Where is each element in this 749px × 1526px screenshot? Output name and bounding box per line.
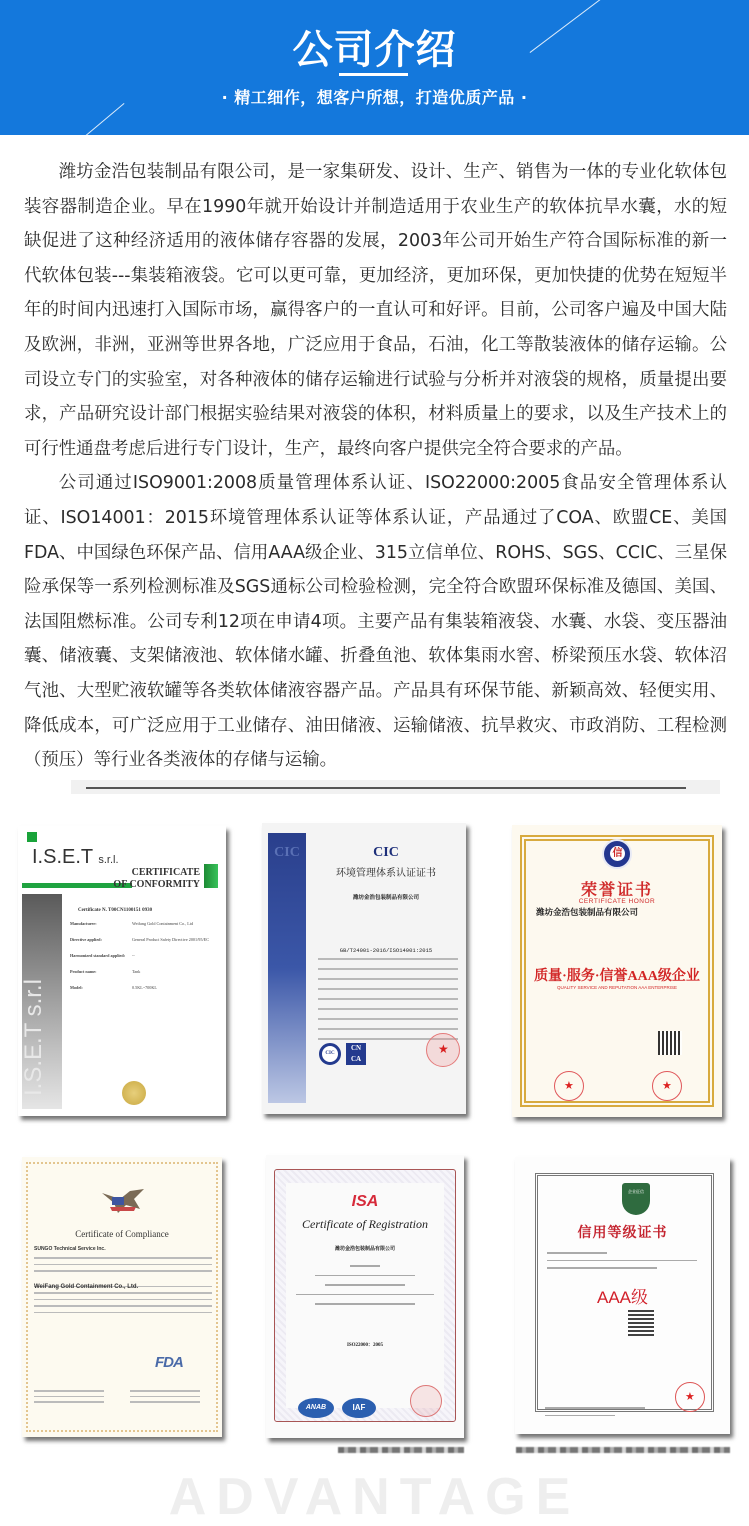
field-value: Weifang Gold Containment Co., Ltd (132, 921, 194, 926)
red-stamp-icon: ★ (675, 1382, 705, 1412)
blurred-caption-strip (516, 1447, 730, 1453)
certificate-compliance-fda (22, 1157, 222, 1437)
cert-headline-en: QUALITY SERVICE AND REPUTATION AAA ENTERPRISE (557, 985, 677, 990)
gold-seal-icon (122, 1081, 146, 1105)
cert-fields (70, 921, 220, 1001)
company-intro (24, 155, 727, 778)
cert-field (70, 985, 220, 990)
qr-code-icon (628, 1310, 654, 1336)
cert-field (70, 953, 220, 958)
iaf-logo: IAF (342, 1398, 376, 1418)
fda-logo: FDA (155, 1354, 183, 1371)
field-value: 0.5KL~700KL (132, 985, 157, 990)
certificate-isa-registration (266, 1155, 464, 1438)
cert-subtitle: CERTIFICATE HONOR (578, 898, 656, 905)
band-text: CIC (274, 845, 300, 860)
brand-name: I.S.E.T (32, 846, 93, 868)
cert-field (70, 937, 220, 942)
green-square-icon (27, 832, 37, 842)
cert-title: Certificate of Compliance (75, 1229, 169, 1239)
signature-block (130, 1390, 200, 1407)
red-stamp-icon: ★ (554, 1071, 584, 1101)
field-label: Directive applied: (70, 937, 102, 942)
field-value: -- (132, 953, 135, 958)
field-value: Tank (132, 969, 141, 974)
cert-footer-lines (545, 1407, 645, 1422)
emblem-icon: 信 (602, 839, 632, 869)
cert-title-line2: OF CONFORMITY (113, 879, 200, 890)
cert-standard: ISO22000：2005 (346, 1343, 384, 1348)
cert-company: 潍坊金浩包装制品有限公司 (334, 1247, 395, 1252)
field-label: Product name: (70, 969, 97, 974)
certificate-honor-aaa (512, 825, 722, 1117)
cert-body-lines (547, 1252, 697, 1275)
cert-number: Certificate N. T00CN1100151 0930 (78, 908, 153, 913)
red-stamp-icon: ★ (652, 1071, 682, 1101)
cert-title: 荣誉证书 (580, 882, 653, 899)
cert-company: 潍坊金浩包装制品有限公司 (352, 895, 419, 901)
intro-paragraph: 潍坊金浩包装制品有限公司，是一家集研发、设计、生产、销售为一体的专业化软体包装容器制造企业。早在1990年就开始设计并制造适用于农业生产的软体抗旱水囊，水的短缺促进了这种经济适用的液体储存容器的发展，2003年公司开始生产符合国际标准的新一代软体包装---集装箱液袋。它可以更可靠，更加经济，更加环保，更加快捷的优势在短短半年的时间内迅速打入国际市场，赢得客户的一直认可和好评。目前，公司客户遍及中国大陆及欧洲，非洲，亚洲等世界各地，广泛应用于食品，石油，化工等散装液体的储存运输。公司设立专门的实验室，对各种液体的储存运输进行试验与分析并对液袋的规格，质量提出要求，产品研究设计部门根据实验结果对液袋的体积，材料质量上的要求，以及生产技术上的可行性通盘考虑后进行专门设计，生产，最终向客户提供完全符合要求的产品。 (24, 162, 727, 459)
decorative-line (86, 103, 125, 136)
red-stamp-icon (410, 1385, 442, 1417)
cert-standard: GB/T24001-2016/ISO14001:2015 (339, 947, 433, 954)
field-value: General Product Safety Directive 2001/95/EC (132, 937, 209, 942)
intro-paragraph: 公司通过ISO9001:2008质量管理体系认证、ISO22000:2005食品安全管理体系认证、ISO14001：2015环境管理体系认证等体系认证，产品通过了COA、欧盟CE、美国FDA、中国绿色环保产品、信用AAA级企业、315立信单位、ROHS、SGS、CCIC、三星保险承保等一系列检测标准及SGS通标公司检验检测，完全符合欧盟环保标准及德国、美国、法国阻燃标准。公司专利12项在申请4项。主要产品有集装箱液袋、水囊、水袋、变压器油囊、储液囊、支架储液池、软体储水罐、折叠鱼池、软体集雨水窖、桥梁预压水袋、软体沼气池、大型贮液软罐等各类软体储液容器产品。产品具有环保节能、新颖高效、轻便实用、降低成本，可广泛应用于工业储存、油田储液、运输储液、抗旱救灾、市政消防、工程检测（预压）等行业各类液体的存储与运输。 (24, 473, 727, 771)
eagle-flag-icon (100, 1187, 146, 1215)
cert-company: WeiFang Gold Containment Co., Ltd. (34, 1284, 139, 1290)
cert-field (70, 969, 220, 974)
cert-brand (32, 846, 119, 869)
divider-line (86, 787, 686, 789)
section-subtitle: · 精工细作，想客户所想，打造优质产品 · (221, 88, 528, 107)
cert-title: Certificate of Registration (302, 1217, 428, 1231)
brand-suffix: s.r.l. (98, 854, 119, 866)
section-title: 公司介绍 (292, 27, 457, 73)
certificate-iset-conformity (18, 826, 226, 1116)
title-underline (339, 73, 408, 76)
cert-company: 潍坊金浩包装制品有限公司 (536, 907, 639, 917)
cert-title: 信用等级证书 (577, 1226, 668, 1241)
shield-badge-icon: 企业征信 (622, 1183, 650, 1215)
cic-logo: CIC (373, 845, 399, 860)
blue-side-band (268, 833, 306, 1103)
cnca-badge-icon: CN CA (346, 1043, 366, 1065)
section-banner (0, 0, 749, 135)
cic-badge-icon: CIC (319, 1043, 341, 1065)
footer-watermark: ADVANTAGE (168, 1468, 581, 1526)
cert-issuer: SUNGO Technical Service Inc. (34, 1246, 106, 1252)
side-text: I.S.E.T s.r.l (20, 979, 47, 1096)
certificate-cic-environmental (262, 823, 466, 1114)
signature-block (34, 1390, 104, 1407)
cert-title-line1: CERTIFICATE (131, 867, 200, 878)
cert-grade: AAA级 (596, 1288, 649, 1307)
cert-title: 环境管理体系认证证书 (336, 868, 436, 879)
isa-logo: ISA (351, 1193, 379, 1210)
red-stamp-icon: ★ (426, 1033, 460, 1067)
cert-field (70, 921, 220, 926)
field-label: Harmonized standard applied: (70, 953, 126, 958)
blurred-caption-strip (338, 1447, 464, 1453)
certificate-credit-grade (515, 1157, 730, 1434)
cert-headline: 质量·服务·信誉AAA级企业 (534, 969, 700, 984)
field-label: Manufacturer: (70, 921, 97, 926)
green-box (204, 864, 218, 888)
anab-logo: ANAB (298, 1398, 334, 1418)
field-label: Model: (70, 985, 83, 990)
qr-code-icon (658, 1031, 682, 1055)
cert-body-lines (296, 1265, 434, 1313)
